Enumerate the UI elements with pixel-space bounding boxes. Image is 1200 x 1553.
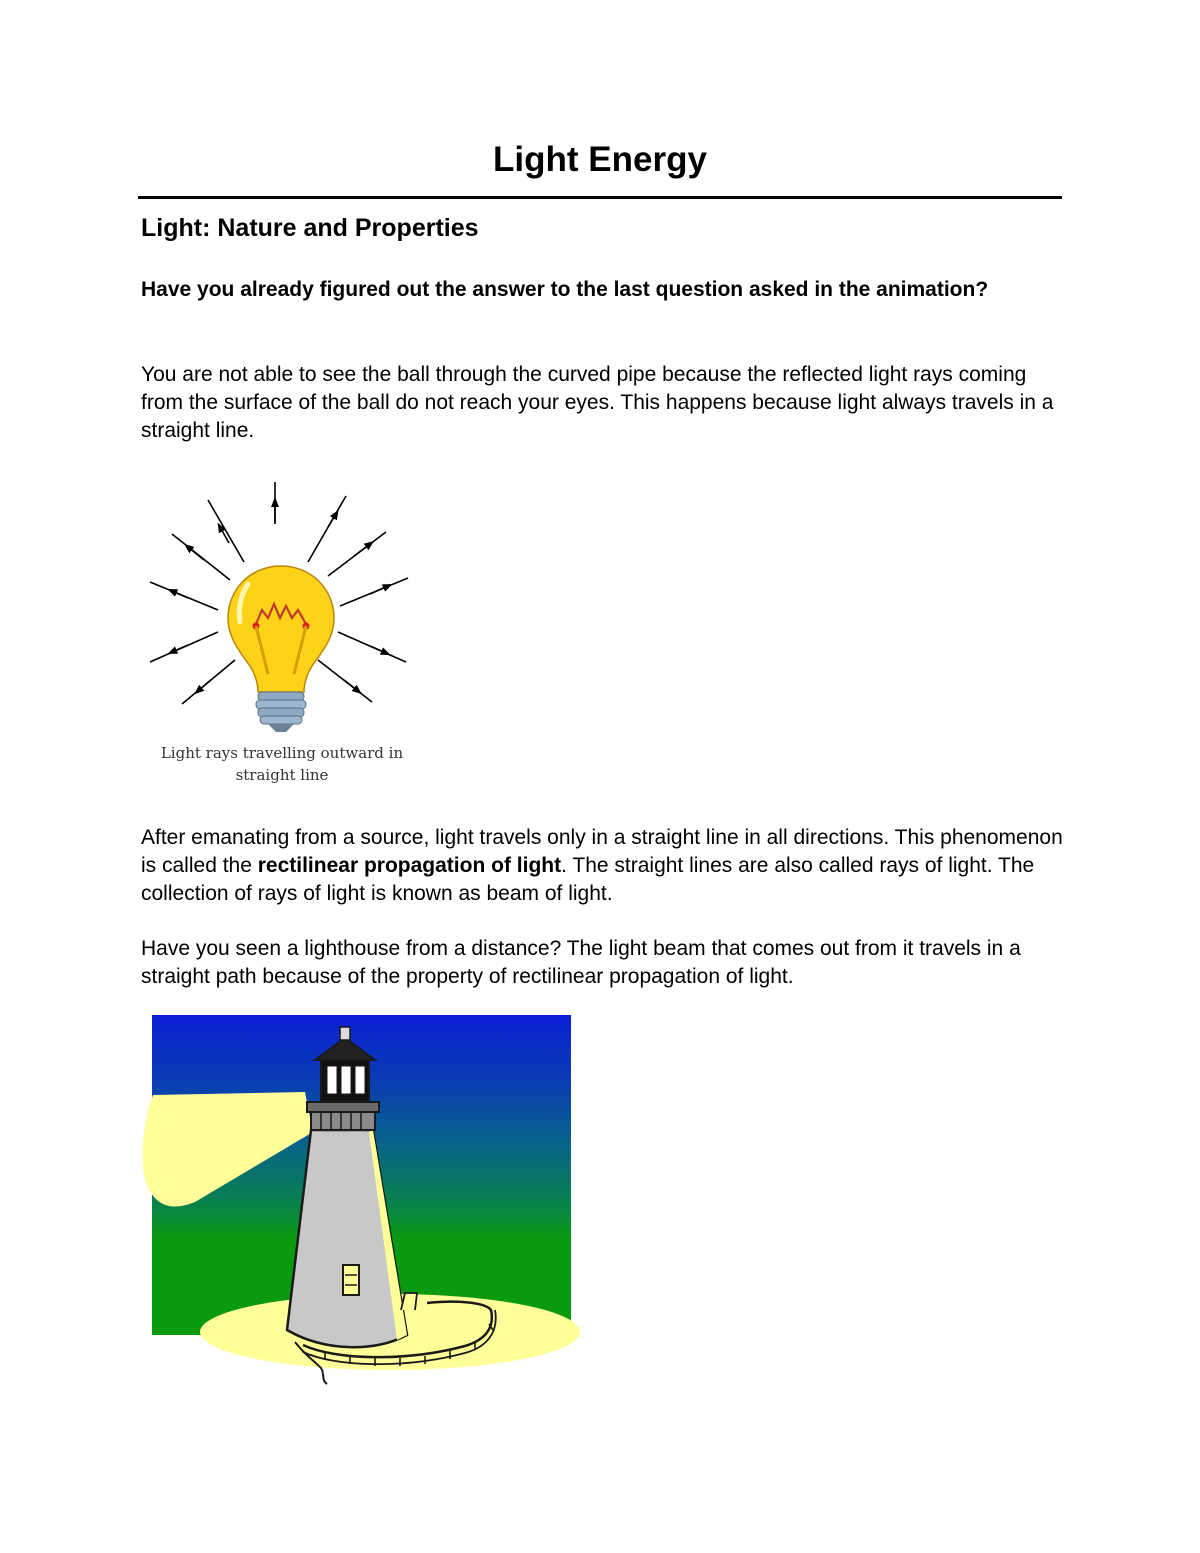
lighthouse-illustration [135,1010,580,1390]
bulb-icon [228,566,334,732]
term-rectilinear-propagation: rectilinear propagation of light [257,854,562,877]
gallery-deck [307,1102,379,1112]
caption-line-1: Light rays travelling outward in [160,744,404,762]
paragraph-2-lead: After emanating from a source, light travels only in a straight line in all directions. This phenomenon is called the [141,826,1063,877]
tower-window [343,1265,359,1295]
light-bulb-illustration [140,474,420,744]
paragraph-lighthouse: Have you seen a lighthouse from a distance? The light beam that comes out from it travels in a straight path because of the property of rectilinear propagation of light. [141,937,1021,988]
light-bulb-figure [140,474,420,794]
paragraph-straight-line: You are not able to see the ball through the curved pipe because the reflected light rays coming from the surface of the ball do not reach your eyes. This happens because light always travels in a straight line. [141,363,1054,442]
title-divider [138,196,1062,199]
paragraph-2-tail: . The straight lines are also called rays of light. The collection of rays of light is known as beam of light. [141,854,1035,905]
section-heading: Light: Nature and Properties [141,214,479,242]
question-text: Have you already figured out the answer to the last question asked in the animation? [141,278,989,301]
lighthouse-finial [340,1027,350,1040]
bulb-caption [140,742,424,786]
paragraph-rectilinear [141,824,1066,908]
page-title: Light Energy [493,140,707,179]
caption-line-2: straight line [235,766,329,784]
